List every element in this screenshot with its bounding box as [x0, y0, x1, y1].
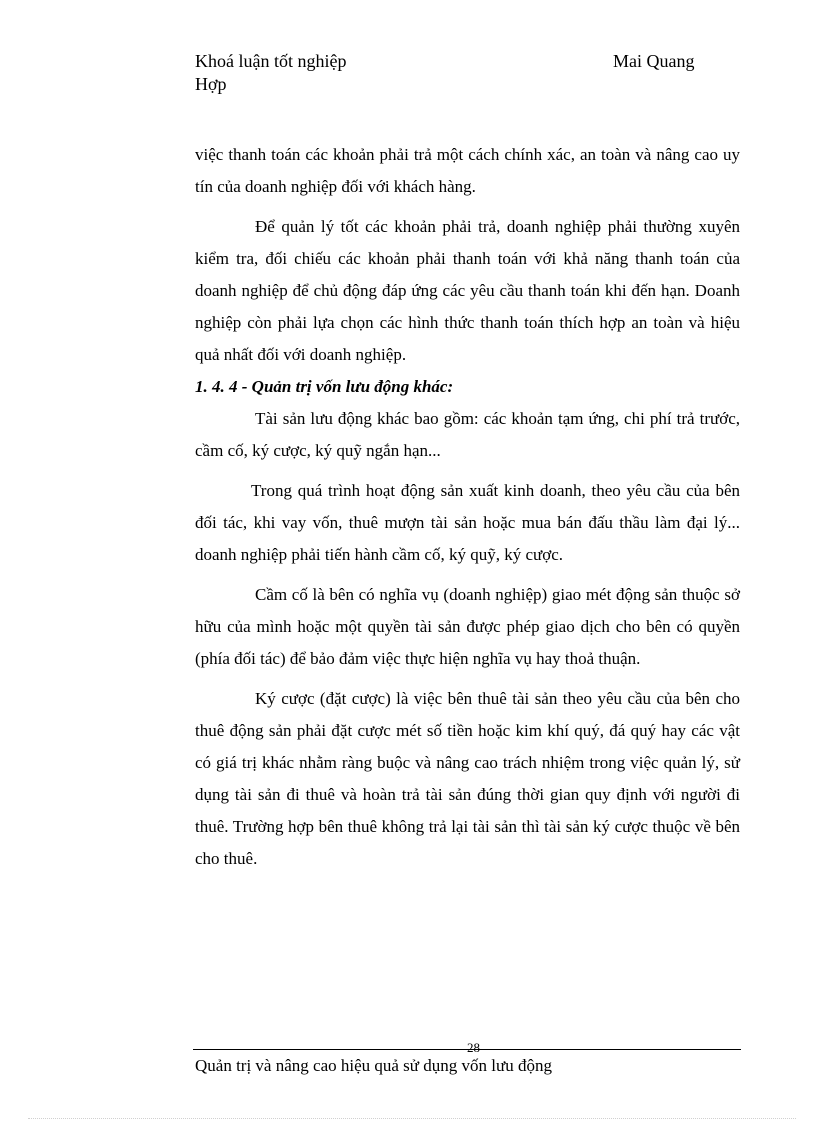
- paragraph-5: Cầm cố là bên có nghĩa vụ (doanh nghiệp) giao mét động sản thuộc sở hữu của mình hoặc một quyền tài sản được phép giao dịch cho bên có quyền (phía đối tác) để bảo đảm việc thực hiện nghĩa vụ hay thoả thuận.: [195, 585, 740, 668]
- paragraph-3: Tài sản lưu động khác bao gồm: các khoản tạm ứng, chi phí trả trước, cầm cố, ký cược, ký quỹ ngắn hạn...: [195, 409, 740, 460]
- header-author: Mai Quang: [613, 51, 695, 71]
- paragraph-2: Để quản lý tốt các khoản phải trả, doanh nghiệp phải thường xuyên kiểm tra, đối chiếu các khoản phải thanh toán với khả năng thanh toán của doanh nghiệp để chủ động đáp ứng các yêu cầu thanh toán khi đến hạn. Doanh nghiệp còn phải lựa chọn các hình thức thanh toán thích hợp an toàn và hiệu quả nhất đối với doanh nghiệp.: [195, 217, 740, 364]
- header-title: Khoá luận tốt nghiệp: [195, 51, 347, 71]
- footer-text: Quản trị và nâng cao hiệu quả sử dụng vốn lưu động: [195, 1056, 552, 1075]
- paragraph-1: việc thanh toán các khoản phải trả một cách chính xác, an toàn và nâng cao uy tín của doanh nghiệp đối với khách hàng.: [195, 145, 740, 196]
- section-heading: 1. 4. 4 - Quản trị vốn lưu động khác:: [195, 377, 454, 396]
- document-body: [195, 139, 740, 875]
- paragraph-6: Ký cược (đặt cược) là việc bên thuê tài sản theo yêu cầu của bên cho thuê động sản phải đặt cược mét số tiền hoặc kim khí quý, đá quý hay các vật có giá trị khác nhằm ràng buộc và nâng cao trách nhiệm trong việc quản lý, sử dụng tài sản đi thuê và hoàn trả tài sản đúng thời gian quy định với người đi thuê. Trường hợp bên thuê không trả lại tài sản thì tài sản ký cược thuộc về bên cho thuê.: [195, 689, 740, 868]
- header-author-continued: Hợp: [195, 74, 227, 94]
- page-number: 28: [467, 1040, 480, 1055]
- paragraph-4: Trong quá trình hoạt động sản xuất kinh doanh, theo yêu cầu của bên đối tác, khi vay vốn, thuê mượn tài sản hoặc mua bán đấu thầu làm đại lý... doanh nghiệp phải tiến hành cầm cố, ký quỹ, ký cược.: [195, 481, 740, 564]
- page-edge-divider: [28, 1118, 796, 1119]
